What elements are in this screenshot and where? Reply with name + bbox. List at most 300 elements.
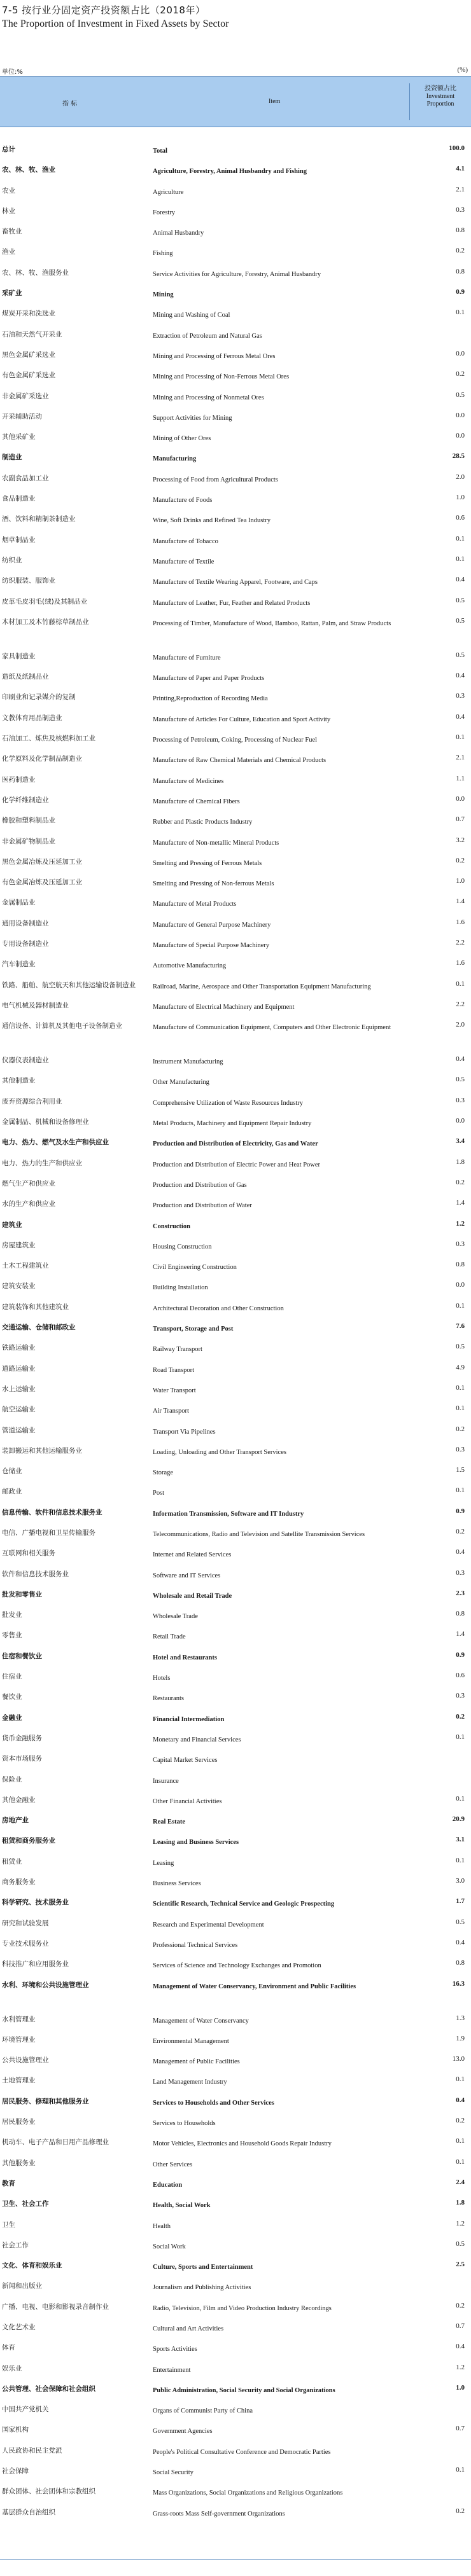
row-proportion-value: 0.2	[456, 2117, 465, 2125]
row-indicator-zh: 其他采矿业	[2, 433, 36, 441]
table-row	[0, 1422, 471, 1442]
row-proportion-value: 0.1	[456, 2137, 465, 2145]
row-proportion-value: 0.1	[456, 1404, 465, 1413]
row-item-en: Organs of Communist Party of China	[153, 2407, 253, 2415]
table-row	[0, 1462, 471, 1483]
row-indicator-zh: 水利、环境和公共设施管理业	[2, 1981, 89, 1989]
row-proportion-value: 0.5	[456, 596, 465, 604]
row-item-en: Professional Technical Services	[153, 1941, 238, 1949]
row-indicator-zh: 渔业	[2, 248, 15, 256]
row-proportion-value: 1.5	[456, 1466, 465, 1474]
row-proportion-value: 0.5	[456, 1076, 465, 1084]
table-row	[0, 1051, 471, 1072]
table-row	[0, 1319, 471, 1339]
row-item-en: Manufacture of Tobacco	[153, 537, 218, 545]
table-row	[0, 2298, 471, 2318]
row-item-en: Management of Public Facilities	[153, 2058, 240, 2066]
row-indicator-zh: 卫生	[2, 2220, 15, 2229]
row-indicator-zh: 造纸及纸制品业	[2, 673, 49, 681]
row-proportion-value: 0.2	[456, 370, 465, 378]
row-item-en: Total	[153, 148, 167, 155]
row-indicator-zh: 科技推广和应用服务业	[2, 1960, 69, 1969]
row-proportion-value: 0.1	[456, 1486, 465, 1495]
table-row	[0, 1606, 471, 1626]
row-indicator-zh: 水利管理业	[2, 2015, 36, 2023]
row-item-en: Other Manufacturing	[153, 1079, 209, 1086]
row-item-en: Housing Construction	[153, 1243, 212, 1250]
row-proportion-value: 1.0	[456, 494, 465, 502]
table-row	[0, 1360, 471, 1380]
row-indicator-zh: 金属制品、机械和设备修理业	[2, 1118, 89, 1126]
table-row	[0, 1504, 471, 1524]
row-proportion-value: 3.4	[456, 1137, 465, 1146]
row-proportion-value: 0.1	[456, 733, 465, 742]
row-indicator-zh: 建筑安装业	[2, 1282, 36, 1291]
row-proportion-value: 0.4	[456, 576, 465, 584]
row-proportion-value: 0.2	[456, 1528, 465, 1535]
row-indicator-zh: 纺织业	[2, 556, 22, 564]
row-indicator-zh: 林业	[2, 207, 15, 215]
row-proportion-value: 0.5	[456, 651, 465, 659]
row-indicator-zh: 餐饮业	[2, 1693, 22, 1701]
row-proportion-value: 7.6	[456, 1322, 465, 1331]
row-item-en: Production and Distribution of Gas	[153, 1181, 247, 1189]
row-proportion-value: 0.1	[456, 1856, 465, 1864]
table-row	[0, 510, 471, 530]
row-indicator-zh: 医药制造业	[2, 775, 36, 784]
row-item-en: Manufacture of Special Purpose Machinery	[153, 941, 270, 949]
row-proportion-value: 0.0	[456, 411, 465, 419]
table-row	[0, 1853, 471, 1873]
row-item-en: Instrument Manufacturing	[153, 1058, 223, 1066]
row-indicator-zh: 社会工作	[2, 2241, 29, 2249]
row-proportion-value: 0.3	[456, 205, 465, 214]
table-row	[0, 2339, 471, 2359]
table-row	[0, 387, 471, 408]
table-row	[0, 2236, 471, 2257]
row-proportion-value: 0.8	[456, 1610, 465, 1618]
table-row	[0, 1668, 471, 1688]
row-proportion-value: 1.0	[456, 877, 465, 885]
row-indicator-zh: 仪器仪表制造业	[2, 1056, 49, 1065]
table-row	[0, 894, 471, 914]
table-row	[0, 202, 471, 223]
row-indicator-zh: 化学原料及化学制品制造业	[2, 755, 82, 763]
row-indicator-zh: 文化、体育和娱乐业	[2, 2262, 62, 2270]
row-item-en: Processing of Timber, Manufacture of Wood, Bamboo, Rattan, Palm, and Straw Products	[153, 620, 391, 627]
row-item-en: Social Security	[153, 2469, 193, 2477]
row-indicator-zh: 新闻和出版业	[2, 2282, 42, 2290]
row-item-en: Other Financial Activities	[153, 1797, 222, 1805]
row-indicator-zh: 农副食品加工业	[2, 474, 49, 482]
row-item-en: Mining of Other Ores	[153, 435, 211, 443]
table-row	[0, 2360, 471, 2380]
row-indicator-zh: 化学纤维制造业	[2, 796, 49, 804]
table-row	[0, 2133, 471, 2154]
table-row	[0, 2503, 471, 2524]
row-indicator-zh: 煤炭开采和洗选业	[2, 310, 55, 318]
table-row	[0, 1626, 471, 1647]
unit-label: 单位:%	[2, 69, 23, 76]
row-item-en: Comprehensive Utilization of Waste Resources Industry	[153, 1099, 304, 1107]
row-proportion-value: 0.3	[456, 1096, 465, 1104]
table-row	[0, 1647, 471, 1668]
row-proportion-value: 1.3	[456, 2014, 465, 2022]
row-item-en: Transport, Storage and Post	[153, 1326, 234, 1333]
row-proportion-value: 0.9	[456, 1507, 465, 1515]
row-indicator-zh: 农、林、牧、渔业	[2, 166, 55, 174]
row-item-en: Loading, Unloading and Other Transport Services	[153, 1448, 286, 1456]
row-item-en: Management of Water Conservancy, Environment and Public Facilities	[153, 1983, 356, 1990]
table-row	[0, 812, 471, 832]
table-row	[0, 2031, 471, 2051]
row-indicator-zh: 总计	[2, 146, 15, 153]
row-proportion-value: 1.6	[456, 959, 465, 967]
table-row	[0, 935, 471, 955]
row-item-en: Railroad, Marine, Aerospace and Other Transportation Equipment Manufacturing	[153, 983, 371, 990]
row-proportion-value: 2.5	[456, 2261, 465, 2269]
row-indicator-zh: 汽车制造业	[2, 960, 36, 969]
row-proportion-value: 1.8	[456, 1158, 465, 1166]
row-indicator-zh: 科学研究、技术服务业	[2, 1899, 69, 1907]
table-row	[0, 469, 471, 490]
header-item: Item	[269, 98, 281, 105]
row-item-en: Motor Vehicles, Electronics and Household Goods Repair Industry	[153, 2140, 332, 2148]
row-proportion-value: 0.5	[456, 2240, 465, 2248]
row-proportion-value: 1.1	[456, 774, 465, 782]
row-item-en: Services to Households and Other Services	[153, 2099, 274, 2107]
row-item-en: Mass Organizations, Social Organizations and Religious Organizations	[153, 2489, 343, 2497]
row-item-en: Air Transport	[153, 1408, 189, 1415]
row-item-en: Construction	[153, 1222, 190, 1230]
row-indicator-zh: 批发业	[2, 1611, 22, 1619]
row-item-en: Manufacture of Medicines	[153, 777, 224, 785]
row-indicator-zh: 零售业	[2, 1631, 22, 1640]
row-proportion-value: 0.2	[456, 1425, 465, 1433]
row-proportion-value: 0.2	[456, 856, 465, 864]
header-proportion-en1: Investment	[426, 93, 455, 100]
row-proportion-value: 0.0	[456, 1117, 465, 1125]
row-indicator-zh: 住宿和餐饮业	[2, 1652, 42, 1660]
row-indicator-zh: 电信、广播电视和卫星传输服务	[2, 1529, 95, 1537]
row-item-en: Architectural Decoration and Other Construction	[153, 1305, 284, 1312]
row-proportion-value: 1.2	[456, 1219, 465, 1228]
row-proportion-value: 0.1	[456, 2466, 465, 2474]
row-proportion-value: 20.9	[452, 1815, 465, 1824]
row-proportion-value: 0.2	[456, 1178, 465, 1186]
table-row	[0, 1257, 471, 1277]
table-row	[0, 326, 471, 346]
row-item-en: Automotive Manufacturing	[153, 962, 227, 970]
table-row	[0, 2093, 471, 2113]
row-item-en: Mining and Processing of Non-Ferrous Metal Ores	[153, 373, 290, 381]
row-indicator-zh: 黑色金属冶炼及压延加工业	[2, 857, 82, 866]
row-indicator-zh: 农、林、牧、渔服务业	[2, 268, 69, 277]
row-item-en: Manufacture of Leather, Fur, Feather and Related Products	[153, 599, 311, 607]
table-header	[0, 76, 471, 127]
row-proportion-value: 0.3	[456, 1568, 465, 1577]
row-indicator-zh: 住宿业	[2, 1673, 22, 1681]
row-proportion-value: 2.2	[456, 1000, 465, 1008]
row-proportion-value: 1.9	[456, 2034, 465, 2042]
table-row	[0, 976, 471, 997]
table-row	[0, 264, 471, 284]
row-indicator-zh: 家具制造业	[2, 652, 36, 660]
row-item-en: Capital Market Services	[153, 1757, 218, 1764]
row-proportion-value: 0.2	[456, 247, 465, 255]
row-indicator-zh: 非金属矿采选业	[2, 392, 49, 400]
row-indicator-zh: 互联网和相关服务	[2, 1549, 55, 1558]
row-indicator-zh: 其他制造业	[2, 1077, 36, 1085]
row-indicator-zh: 房屋建筑业	[2, 1241, 36, 1249]
table-row	[0, 284, 471, 305]
row-indicator-zh: 房地产业	[2, 1817, 29, 1825]
table-row	[0, 853, 471, 873]
row-item-en: Information Transmission, Software and IT Industry	[153, 1510, 304, 1518]
row-item-en: Fishing	[153, 250, 173, 258]
row-proportion-value: 1.2	[456, 2219, 465, 2227]
row-proportion-value: 0.0	[456, 349, 465, 357]
table-row	[0, 730, 471, 750]
row-indicator-zh: 交通运输、仓储和邮政业	[2, 1324, 76, 1332]
row-indicator-zh: 国家机构	[2, 2426, 29, 2434]
row-item-en: Smelting and Pressing of Non-ferrous Metals	[153, 880, 274, 888]
row-item-en: Sports Activities	[153, 2346, 197, 2353]
row-item-en: Animal Husbandry	[153, 230, 204, 237]
row-indicator-zh: 租赁和商务服务业	[2, 1837, 55, 1845]
table-row	[0, 346, 471, 366]
row-proportion-value: 0.3	[456, 1692, 465, 1700]
row-item-en: Business Services	[153, 1880, 201, 1888]
row-item-en: Printing,Reproduction of Recording Media	[153, 695, 268, 703]
row-item-en: Manufacture of Articles For Culture, Education and Sport Activity	[153, 716, 331, 723]
row-indicator-zh: 石油和天然气开采业	[2, 330, 62, 338]
row-item-en: Education	[153, 2181, 183, 2189]
row-indicator-zh: 公共管理、社会保障和社会组织	[2, 2385, 95, 2393]
row-item-en: Transport Via Pipelines	[153, 1428, 216, 1436]
row-proportion-value: 0.4	[456, 1548, 465, 1556]
row-proportion-value: 0.0	[456, 1281, 465, 1289]
table-row	[0, 2051, 471, 2072]
row-item-en: Service Activities for Agriculture, Forestry, Animal Husbandry	[153, 270, 321, 278]
row-proportion-value: 28.5	[452, 452, 465, 460]
header-proportion	[409, 83, 471, 120]
row-proportion-value: 0.1	[456, 308, 465, 317]
table-row	[0, 1544, 471, 1565]
row-proportion-value: 16.3	[452, 1979, 465, 1988]
row-proportion-value: 4.1	[456, 165, 465, 173]
table-row	[0, 2257, 471, 2277]
row-item-en: Manufacture of Chemical Fibers	[153, 798, 240, 805]
row-item-en: Metal Products, Machinery and Equipment Repair Industry	[153, 1120, 312, 1128]
row-proportion-value: 0.1	[456, 1301, 465, 1310]
row-item-en: Manufacture of Electrical Machinery and Equipment	[153, 1003, 295, 1011]
row-proportion-value: 0.4	[456, 2343, 465, 2351]
table-bottom-rule	[0, 2559, 471, 2560]
row-item-en: Extraction of Petroleum and Natural Gas	[153, 332, 262, 340]
table-row	[0, 833, 471, 853]
row-proportion-value: 0.0	[456, 432, 465, 440]
row-indicator-zh: 资本市场服务	[2, 1755, 42, 1763]
row-proportion-value: 3.1	[456, 1836, 465, 1844]
row-item-en: Public Administration, Social Security and Social Organizations	[153, 2386, 335, 2394]
header-proportion-zh: 投资额占比	[425, 85, 456, 92]
table-row	[0, 1483, 471, 1503]
table-row	[0, 1216, 471, 1236]
row-item-en: Processing of Food from Agricultural Products	[153, 476, 278, 483]
table-row	[0, 2400, 471, 2421]
table-row	[0, 955, 471, 976]
table-row	[0, 593, 471, 613]
row-item-en: Manufacture of Communication Equipment, Computers and Other Electronic Equipment	[153, 1024, 391, 1032]
row-item-en: Insurance	[153, 1777, 179, 1785]
row-proportion-value: 0.1	[456, 980, 465, 988]
row-item-en: Research and Experimental Development	[153, 1921, 264, 1929]
table-row	[0, 2113, 471, 2133]
row-item-en: Real Estate	[153, 1818, 186, 1826]
row-item-en: Government Agencies	[153, 2428, 213, 2435]
table-row	[0, 161, 471, 181]
row-item-en: Manufacture of Textile Wearing Apparel, Footware, and Caps	[153, 579, 318, 586]
table-row	[0, 2277, 471, 2297]
table-row	[0, 243, 471, 263]
table-row	[0, 1524, 471, 1544]
table-row	[0, 182, 471, 202]
table-row	[0, 1729, 471, 1750]
row-proportion-value: 0.2	[456, 2301, 465, 2309]
table-row	[0, 1832, 471, 1852]
table-row	[0, 366, 471, 387]
row-item-en: Retail Trade	[153, 1633, 186, 1641]
header-indicator: 指 标	[62, 100, 78, 107]
table-row	[0, 2195, 471, 2215]
row-proportion-value: 0.1	[456, 2075, 465, 2084]
table-body	[0, 141, 471, 2524]
row-item-en: Production and Distribution of Electric Power and Heat Power	[153, 1161, 321, 1168]
row-item-en: Civil Engineering Construction	[153, 1264, 237, 1271]
row-proportion-value: 0.8	[456, 267, 465, 275]
table-row	[0, 1565, 471, 1586]
row-proportion-value: 0.8	[456, 226, 465, 235]
table-row	[0, 997, 471, 1017]
row-item-en: Environmental Management	[153, 2037, 229, 2045]
table-row	[0, 1072, 471, 1092]
row-indicator-zh: 其他金融业	[2, 1796, 36, 1804]
row-indicator-zh: 娱乐业	[2, 2364, 22, 2372]
row-item-en: Production and Distribution of Electricity, Gas and Water	[153, 1140, 318, 1148]
row-proportion-value: 0.3	[456, 1240, 465, 1248]
row-indicator-zh: 群众团体、社会团体和宗教组织	[2, 2488, 95, 2496]
row-item-en: Manufacture of Paper and Paper Products	[153, 675, 265, 682]
row-proportion-value: 0.3	[456, 1445, 465, 1453]
row-item-en: Railway Transport	[153, 1346, 202, 1354]
row-indicator-zh: 仓储业	[2, 1467, 22, 1476]
row-indicator-zh: 畜牧业	[2, 228, 22, 236]
unit-label-english: (%)	[457, 66, 468, 74]
row-proportion-value: 0.1	[456, 2157, 465, 2166]
row-item-en: Manufacture of General Purpose Machinery	[153, 921, 271, 929]
row-indicator-zh: 卫生、社会工作	[2, 2200, 49, 2208]
row-item-en: Mining and Processing of Ferrous Metal Ores	[153, 352, 276, 360]
row-item-en: Monetary and Financial Services	[153, 1736, 241, 1743]
row-indicator-zh: 道路运输业	[2, 1364, 36, 1373]
row-indicator-zh: 货币金融服务	[2, 1734, 42, 1742]
row-item-en: Manufacture of Textile	[153, 558, 214, 565]
row-proportion-value: 0.2	[456, 2507, 465, 2515]
row-item-en: People's Political Consultative Conference and Democratic Parties	[153, 2448, 331, 2456]
row-item-en: Radio, Television, Film and Video Production Industry Recordings	[153, 2304, 332, 2312]
row-item-en: Management of Water Conservancy	[153, 2017, 249, 2025]
table-row	[0, 1915, 471, 1935]
row-item-en: Leasing	[153, 1859, 174, 1867]
row-indicator-zh: 航空运输业	[2, 1406, 36, 1414]
table-row	[0, 873, 471, 894]
row-indicator-zh: 文教体育用品制造业	[2, 714, 62, 722]
table-row	[0, 2072, 471, 2092]
row-item-en: Storage	[153, 1469, 174, 1477]
row-indicator-zh: 装卸搬运和其他运输服务业	[2, 1446, 82, 1455]
row-proportion-value: 0.4	[456, 672, 465, 680]
row-item-en: Manufacture of Non-metallic Mineral Products	[153, 839, 279, 847]
row-proportion-value: 2.0	[456, 473, 465, 481]
table-row	[0, 1113, 471, 1133]
row-proportion-value: 3.0	[456, 1877, 465, 1885]
row-proportion-value: 0.8	[456, 1959, 465, 1967]
row-proportion-value: 0.4	[456, 712, 465, 721]
row-indicator-zh: 体育	[2, 2344, 15, 2352]
row-proportion-value: 0.5	[456, 1343, 465, 1351]
row-item-en: Forestry	[153, 209, 175, 216]
row-item-en: Cultural and Art Activities	[153, 2325, 224, 2332]
row-indicator-zh: 废弃资源综合利用业	[2, 1097, 62, 1105]
table-row	[0, 1195, 471, 1215]
row-indicator-zh: 通用设备制造业	[2, 919, 49, 927]
row-indicator-zh: 黑色金属矿采选业	[2, 350, 55, 359]
row-proportion-value: 1.2	[456, 2363, 465, 2371]
row-item-en: Manufacture of Foods	[153, 497, 213, 504]
row-proportion-value: 2.2	[456, 938, 465, 946]
row-item-en: Wholesale and Retail Trade	[153, 1592, 232, 1600]
table-row	[0, 1154, 471, 1175]
table-row	[0, 2421, 471, 2441]
row-indicator-zh: 金属制品业	[2, 899, 36, 907]
row-indicator-zh: 公共设施管理业	[2, 2056, 49, 2065]
row-indicator-zh: 纺织服装、服饰业	[2, 577, 55, 585]
row-indicator-zh: 环境管理业	[2, 2035, 36, 2044]
row-indicator-zh: 专业技术服务业	[2, 1939, 49, 1948]
row-proportion-value: 0.7	[456, 2322, 465, 2330]
row-proportion-value: 100.0	[449, 144, 465, 152]
row-indicator-zh: 烟草制品业	[2, 536, 36, 544]
row-proportion-value: 1.8	[456, 2199, 465, 2207]
table-row	[0, 2318, 471, 2339]
table-row	[0, 668, 471, 688]
table-row	[0, 2462, 471, 2483]
row-indicator-zh: 建筑业	[2, 1221, 22, 1229]
row-indicator-zh: 电力、热力、燃气及水生产和供应业	[2, 1139, 109, 1147]
row-item-en: Wine, Soft Drinks and Refined Tea Industry	[153, 517, 271, 525]
row-proportion-value: 3.2	[456, 836, 465, 844]
table-row	[0, 1277, 471, 1298]
row-indicator-zh: 食品制造业	[2, 495, 36, 503]
header-proportion-en2: Proportion	[426, 100, 454, 107]
table-row	[0, 2154, 471, 2175]
row-item-en: Hotel and Restaurants	[153, 1654, 217, 1661]
table-row	[0, 647, 471, 668]
row-proportion-value: 2.4	[456, 2178, 465, 2186]
table-row	[0, 1339, 471, 1359]
row-item-en: Road Transport	[153, 1366, 195, 1374]
